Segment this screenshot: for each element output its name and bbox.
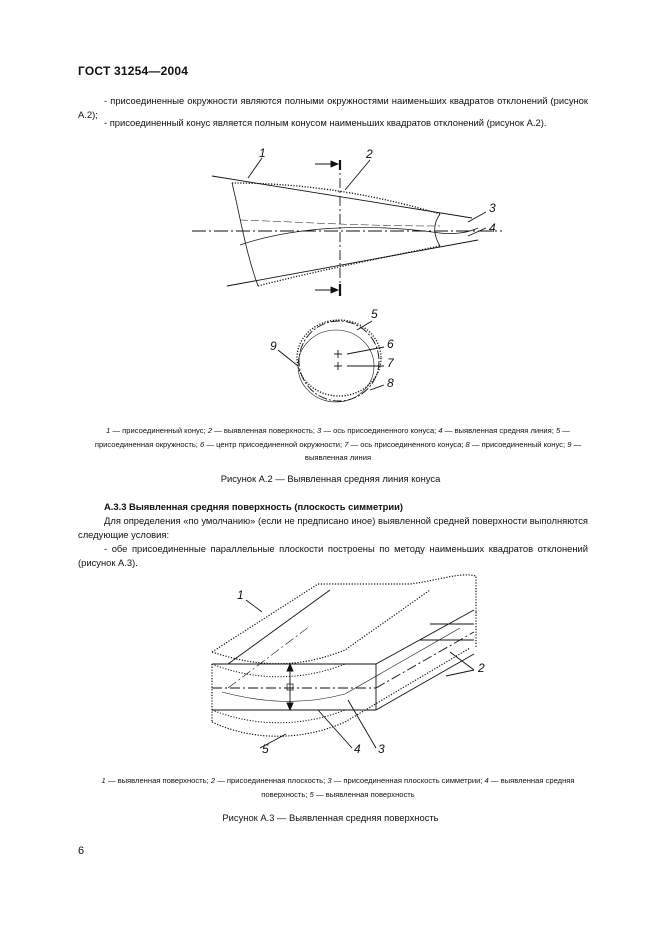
document-header: ГОСТ 31254—2004 bbox=[78, 64, 189, 78]
figure-a3-legend bbox=[78, 774, 598, 801]
fig-a3-label-5: 5 bbox=[262, 742, 269, 756]
fig-a3-label-3: 3 bbox=[378, 742, 385, 756]
fig-a2-label-4: 4 bbox=[489, 221, 496, 235]
adjoint-circle bbox=[299, 321, 379, 401]
legend-item: 1 — выявленная поверхность; bbox=[101, 776, 209, 785]
adjoint-cone-bottom-line bbox=[227, 240, 478, 286]
intro-line-2: - присоединенный конус является полным конусом наименьших квадратов отклонений (рисунок А.2). bbox=[104, 117, 547, 128]
legend-item: 6 — центр присоединенной окружности; bbox=[200, 439, 343, 449]
figure-a2-caption: Рисунок А.2 — Выявленная средняя линия конуса bbox=[220, 473, 441, 484]
legend-item: 4 — выявленная средняя линия; bbox=[438, 426, 554, 435]
legend-item: 7 — ось присоединенного конуса; bbox=[344, 439, 464, 449]
legend-item: 9 — выявленная линия bbox=[304, 439, 582, 462]
legend-item: 5 — присоединенная окружность; bbox=[94, 426, 570, 449]
detected-median-surface bbox=[222, 628, 460, 701]
legend-item: 3 — ось присоединенного конуса; bbox=[317, 426, 437, 435]
fig-a2-label-9: 9 bbox=[270, 339, 277, 353]
detected-surface-left-edge bbox=[232, 183, 258, 286]
section-para-1: Для определения «по умолчанию» (если не предписано иное) выявленной средней поверхности выполняются следующие условия: bbox=[78, 515, 588, 540]
section-para-2: - обе присоединенные параллельные плоскости построены по методу наименьших квадратов отклонений (рисунок А.3). bbox=[78, 543, 588, 568]
legend-item: 8 — присоединенный конус; bbox=[465, 439, 566, 449]
fig-a2-label-8: 8 bbox=[387, 376, 394, 390]
fig-a2-label-2: 2 bbox=[366, 147, 373, 161]
adjoint-cone-top-line bbox=[212, 176, 472, 218]
figure-a3-caption: Рисунок А.3 — Выявленная средняя поверхность bbox=[222, 812, 439, 823]
legend-item: 3 — присоединенная плоскость симметрии; bbox=[327, 776, 483, 785]
fig-a2-label-5: 5 bbox=[371, 307, 378, 321]
detected-median-line bbox=[240, 227, 478, 245]
detected-surface-top bbox=[232, 183, 440, 214]
fig-a2-label-3: 3 bbox=[489, 201, 496, 215]
legend-item: 1 — присоединенный конус; bbox=[106, 426, 206, 435]
fig-a3-label-4: 4 bbox=[354, 742, 361, 756]
legend-item: 2 — присоединенная плоскость; bbox=[210, 776, 326, 785]
figure-a3-drawing bbox=[212, 575, 476, 748]
legend-item: 4 — выявленная средняя поверхность; bbox=[261, 776, 575, 799]
figure-a2-legend bbox=[78, 424, 598, 465]
fig-a3-label-2: 2 bbox=[478, 661, 485, 675]
intro-line-1: - присоединенные окружности являются полными окружностями наименьших квадратов отклонений (рисунок А.2); bbox=[78, 95, 588, 120]
legend-item: 5 — выявленная поверхность bbox=[309, 789, 415, 799]
legend-item: 2 — выявленная поверхность; bbox=[207, 426, 315, 435]
fig-a2-label-7: 7 bbox=[387, 356, 394, 370]
detected-surface-right-edge bbox=[435, 214, 440, 246]
fig-a2-label-1: 1 bbox=[259, 146, 266, 160]
page-number: 6 bbox=[78, 845, 85, 857]
fig-a2-label-6: 6 bbox=[387, 337, 394, 351]
section-heading: А.3.3 Выявленная средняя поверхность (плоскость симметрии) bbox=[104, 501, 404, 512]
fig-a3-label-1: 1 bbox=[237, 588, 244, 602]
